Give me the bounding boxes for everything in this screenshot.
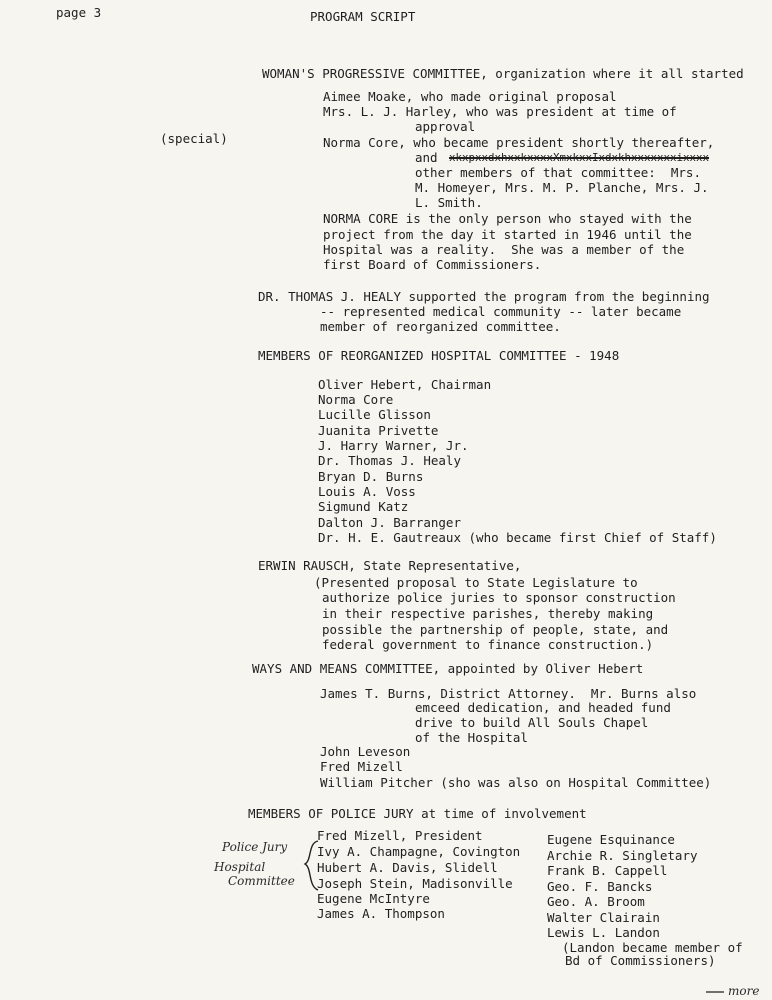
norma-line: other members of that committee: Mrs. <box>415 165 701 180</box>
reorganized-heading: MEMBERS OF REORGANIZED HOSPITAL COMMITTEE - 1948 <box>258 348 620 363</box>
ways-means-heading: WAYS AND MEANS COMMITTEE, appointed by Oliver Hebert <box>252 661 644 676</box>
womans-line: approval <box>415 119 476 134</box>
page-title: PROGRAM SCRIPT <box>310 9 416 24</box>
rausch-line: in their respective parishes, thereby making <box>322 606 654 621</box>
handwritten-note: Hospital <box>214 860 266 874</box>
police-jury-right: Walter Clairain <box>547 910 660 925</box>
core-paragraph-line: Hospital was a reality. She was a member of the <box>323 242 685 257</box>
burns-line: James T. Burns, District Attorney. Mr. Burns also <box>320 686 697 701</box>
burns-line: of the Hospital <box>415 730 528 745</box>
rausch-line: authorize police juries to sponsor construction <box>322 590 676 605</box>
womans-line: Mrs. L. J. Harley, who was president at time of <box>323 104 677 119</box>
police-jury-left: Joseph Stein, Madisonville <box>317 876 513 891</box>
reorganized-member: Louis A. Voss <box>318 484 416 499</box>
special-label: (special) <box>160 131 228 146</box>
burns-line: emceed dedication, and headed fund <box>415 700 671 715</box>
reorganized-member: Dr. H. E. Gautreaux (who became first Chief of Staff) <box>318 530 717 545</box>
reorganized-member: Bryan D. Burns <box>318 469 424 484</box>
police-jury-left: Eugene McIntyre <box>317 891 430 906</box>
police-jury-left: Hubert A. Davis, Slidell <box>317 860 498 875</box>
norma-line: L. Smith. <box>415 195 483 210</box>
footer-more: more <box>728 984 760 998</box>
reorganized-member: Sigmund Katz <box>318 499 409 514</box>
police-jury-heading: MEMBERS OF POLICE JURY at time of involvement <box>248 806 587 821</box>
page-number: page 3 <box>56 5 102 20</box>
norma-line: M. Homeyer, Mrs. M. P. Planche, Mrs. J. <box>415 180 709 195</box>
healy-heading: DR. THOMAS J. HEALY supported the program from the beginning <box>258 289 710 304</box>
police-jury-right: Lewis L. Landon <box>547 925 660 940</box>
ways-means-member: John Leveson <box>320 744 411 759</box>
police-jury-right: Frank B. Cappell <box>547 863 668 878</box>
police-jury-right: Bd of Commissioners) <box>565 953 716 968</box>
core-paragraph-line: NORMA CORE is the only person who stayed with the <box>323 211 692 226</box>
police-jury-right: (Landon became member of <box>562 940 743 955</box>
rausch-line: possible the partnership of people, state, and <box>322 622 669 637</box>
reorganized-member: Dr. Thomas J. Healy <box>318 453 461 468</box>
struck-text: xkxpxxdxhxxkxxxxXmxkxxIxdxkhxxxxxxxixxxx <box>449 151 710 164</box>
ways-means-member: William Pitcher (sho was also on Hospital Committee) <box>320 775 712 790</box>
healy-line: -- represented medical community -- later became <box>320 304 682 319</box>
womans-committee-heading: WOMAN'S PROGRESSIVE COMMITTEE, organization where it all started <box>262 66 744 81</box>
core-paragraph-line: first Board of Commissioners. <box>323 257 542 272</box>
reorganized-member: Oliver Hebert, Chairman <box>318 377 492 392</box>
police-jury-right: Geo. A. Broom <box>547 894 645 909</box>
rausch-line: (Presented proposal to State Legislature to <box>314 575 638 590</box>
footer-dash <box>706 990 726 994</box>
ways-means-member: Fred Mizell <box>320 759 403 774</box>
reorganized-member: Norma Core <box>318 392 394 407</box>
police-jury-right: Archie R. Singletary <box>547 848 698 863</box>
healy-line: member of reorganized committee. <box>320 319 561 334</box>
reorganized-member: Dalton J. Barranger <box>318 515 461 530</box>
reorganized-member: Lucille Glisson <box>318 407 431 422</box>
rausch-line: federal government to finance construction.) <box>322 637 654 652</box>
norma-and: and <box>415 150 438 165</box>
handwritten-note: Committee <box>228 874 295 888</box>
burns-line: drive to build All Souls Chapel <box>415 715 649 730</box>
womans-line: Aimee Moake, who made original proposal <box>323 89 617 104</box>
police-jury-left: Ivy A. Champagne, Covington <box>317 844 521 859</box>
reorganized-member: Juanita Privette <box>318 423 439 438</box>
brace-mark <box>302 840 322 892</box>
norma-line: Norma Core, who became president shortly thereafter, <box>323 135 715 150</box>
police-jury-right: Eugene Esquinance <box>547 832 675 847</box>
reorganized-member: J. Harry Warner, Jr. <box>318 438 469 453</box>
police-jury-left: James A. Thompson <box>317 906 445 921</box>
police-jury-left: Fred Mizell, President <box>317 828 483 843</box>
police-jury-right: Geo. F. Bancks <box>547 879 653 894</box>
handwritten-note: Police Jury <box>222 840 288 854</box>
rausch-heading: ERWIN RAUSCH, State Representative, <box>258 558 522 573</box>
core-paragraph-line: project from the day it started in 1946 until the <box>323 227 692 242</box>
